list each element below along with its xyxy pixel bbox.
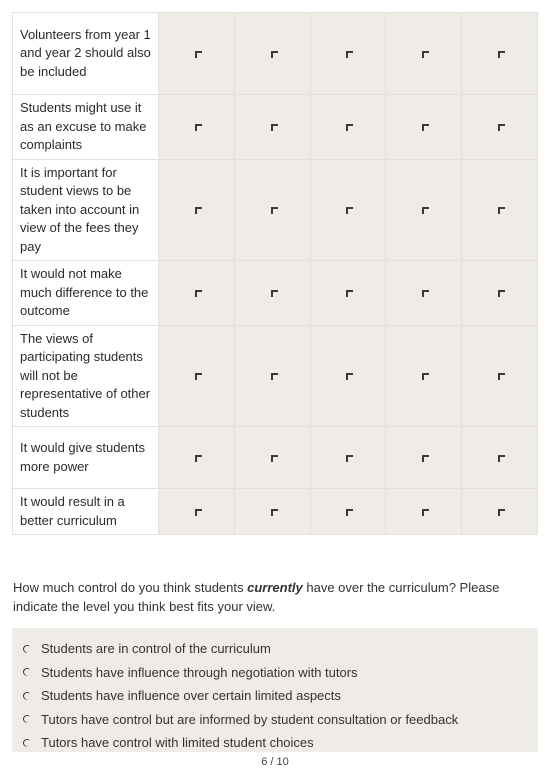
checkbox[interactable] [195, 51, 202, 58]
checkbox[interactable] [271, 373, 278, 380]
statement-label: It would give students more power [13, 427, 159, 489]
question-part-1: How much control do you think students [13, 580, 248, 595]
statement-label: Volunteers from year 1 and year 2 should also be included [13, 13, 159, 95]
option-cell [462, 427, 538, 489]
option-cell [462, 13, 538, 95]
choice-option[interactable] [12, 731, 538, 755]
radio-button[interactable] [22, 714, 32, 724]
checkbox[interactable] [422, 509, 429, 516]
option-cell [159, 325, 235, 427]
option-cell [234, 325, 310, 427]
choice-option[interactable] [12, 661, 538, 685]
checkbox[interactable] [422, 455, 429, 462]
checkbox[interactable] [195, 290, 202, 297]
option-cell [159, 95, 235, 160]
option-cell [310, 489, 386, 535]
option-cell [234, 489, 310, 535]
checkbox[interactable] [498, 373, 505, 380]
grid-row [13, 325, 538, 427]
radio-button[interactable] [22, 667, 32, 677]
option-cell [386, 489, 462, 535]
question-text [13, 578, 533, 616]
choice-list [12, 628, 538, 752]
statement-label: It would result in a better curriculum [13, 489, 159, 535]
option-cell [462, 159, 538, 261]
grid-row [13, 261, 538, 326]
checkbox[interactable] [422, 124, 429, 131]
option-cell [310, 159, 386, 261]
choice-label: Tutors have control but are informed by student consultation or feedback [41, 711, 459, 727]
option-cell [159, 159, 235, 261]
checkbox[interactable] [498, 509, 505, 516]
checkbox[interactable] [195, 455, 202, 462]
option-cell [462, 325, 538, 427]
checkbox[interactable] [195, 373, 202, 380]
checkbox[interactable] [271, 51, 278, 58]
option-cell [310, 13, 386, 95]
likert-grid [12, 12, 538, 535]
checkbox[interactable] [195, 124, 202, 131]
checkbox[interactable] [422, 373, 429, 380]
choice-option[interactable] [12, 637, 538, 661]
checkbox[interactable] [346, 373, 353, 380]
checkbox[interactable] [271, 207, 278, 214]
radio-button[interactable] [22, 644, 32, 654]
choice-label: Students have influence through negotiation with tutors [41, 664, 358, 680]
grid-row [13, 489, 538, 535]
checkbox[interactable] [271, 455, 278, 462]
checkbox[interactable] [422, 51, 429, 58]
checkbox[interactable] [498, 51, 505, 58]
option-cell [462, 261, 538, 326]
choice-label: Tutors have control with limited student choices [41, 735, 314, 751]
checkbox[interactable] [346, 509, 353, 516]
option-cell [234, 95, 310, 160]
option-cell [386, 95, 462, 160]
option-cell [386, 13, 462, 95]
option-cell [462, 95, 538, 160]
option-cell [386, 159, 462, 261]
option-cell [234, 427, 310, 489]
checkbox[interactable] [346, 124, 353, 131]
option-cell [159, 261, 235, 326]
question-emphasis: currently [247, 580, 303, 595]
checkbox[interactable] [195, 207, 202, 214]
option-cell [159, 13, 235, 95]
checkbox[interactable] [346, 290, 353, 297]
option-cell [234, 261, 310, 326]
page-indicator: 6 / 10 [261, 756, 289, 768]
checkbox[interactable] [422, 290, 429, 297]
grid-row [13, 13, 538, 95]
option-cell [462, 489, 538, 535]
radio-button[interactable] [22, 691, 32, 701]
statement-label: The views of participating students will not be representative of other students [13, 325, 159, 427]
choice-option[interactable] [12, 684, 538, 708]
option-cell [234, 13, 310, 95]
checkbox[interactable] [498, 124, 505, 131]
checkbox[interactable] [422, 207, 429, 214]
checkbox[interactable] [271, 290, 278, 297]
option-cell [310, 427, 386, 489]
option-cell [386, 261, 462, 326]
checkbox[interactable] [346, 51, 353, 58]
option-cell [310, 261, 386, 326]
statement-label: It would not make much difference to the outcome [13, 261, 159, 326]
choice-label: Students are in control of the curriculum [41, 641, 271, 657]
option-cell [386, 325, 462, 427]
grid-row [13, 159, 538, 261]
checkbox[interactable] [346, 207, 353, 214]
checkbox[interactable] [346, 455, 353, 462]
option-cell [234, 159, 310, 261]
choice-label: Students have influence over certain limited aspects [41, 688, 341, 704]
choice-option[interactable] [12, 708, 538, 732]
checkbox[interactable] [498, 207, 505, 214]
checkbox[interactable] [498, 455, 505, 462]
statement-label: Students might use it as an excuse to make complaints [13, 95, 159, 160]
checkbox[interactable] [195, 509, 202, 516]
grid-row [13, 95, 538, 160]
option-cell [159, 489, 235, 535]
option-cell [310, 95, 386, 160]
option-cell [310, 325, 386, 427]
checkbox[interactable] [271, 124, 278, 131]
question-part-2: have over the curriculum? Please indicate the level you think best fits your view. [13, 580, 500, 614]
statement-label: It is important for student views to be taken into account in view of the fees they pay [13, 159, 159, 261]
checkbox[interactable] [271, 509, 278, 516]
grid-row [13, 427, 538, 489]
option-cell [386, 427, 462, 489]
option-cell [159, 427, 235, 489]
checkbox[interactable] [498, 290, 505, 297]
radio-button[interactable] [22, 738, 32, 748]
